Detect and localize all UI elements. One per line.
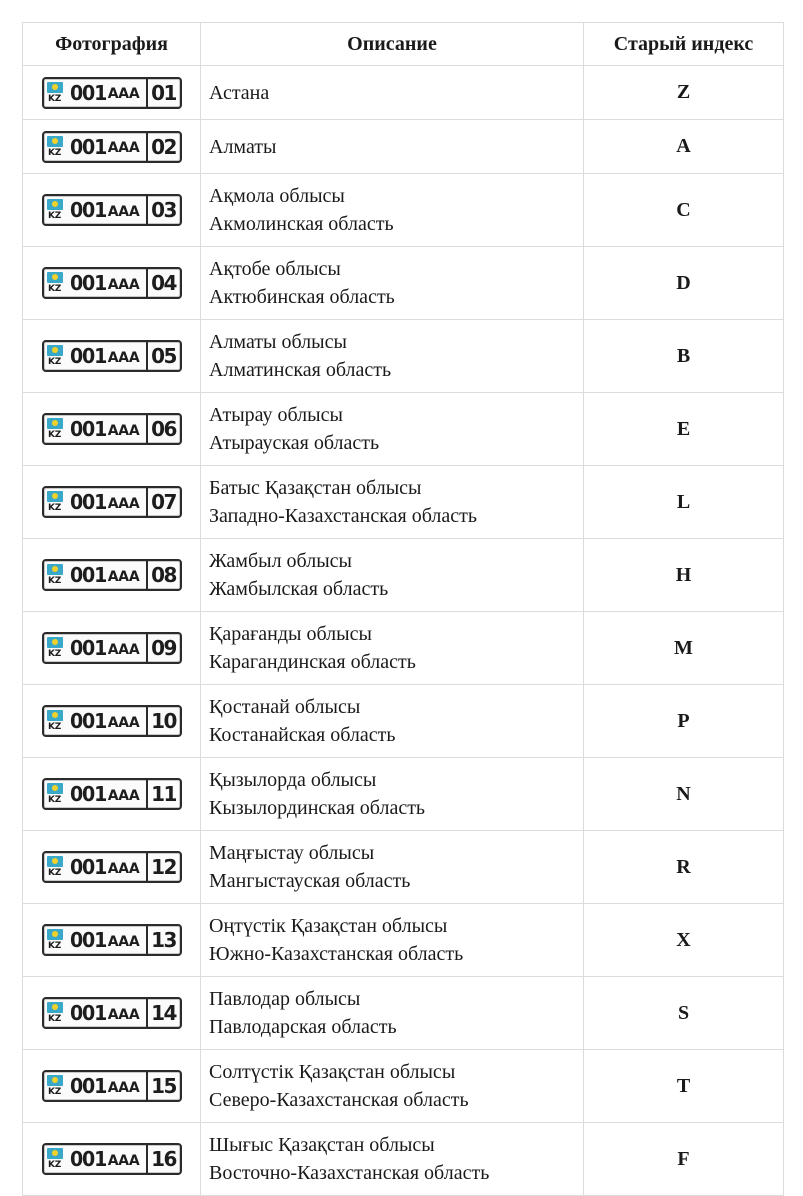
plate-region-code: 15	[146, 1072, 180, 1100]
license-plate	[42, 267, 182, 299]
plate-flag-block	[44, 1145, 65, 1173]
plate-photo-cell	[23, 66, 201, 120]
kazakhstan-flag-icon	[47, 272, 63, 283]
description-cell	[201, 466, 584, 539]
description-kazakh: Батыс Қазақстан облысы	[209, 477, 422, 499]
kazakhstan-flag-icon	[47, 637, 63, 648]
plate-number: 001	[69, 1074, 106, 1098]
plate-photo-cell	[23, 247, 201, 320]
table-row	[23, 612, 784, 685]
plate-photo-cell	[23, 685, 201, 758]
old-index-cell: N	[584, 758, 784, 831]
plate-region-code: 08	[146, 561, 180, 589]
kazakhstan-flag-icon	[47, 418, 63, 429]
description-kazakh: Павлодар облысы	[209, 988, 361, 1010]
table-row	[23, 1123, 784, 1196]
kazakhstan-flag-icon	[47, 82, 63, 93]
plate-letters: AAA	[107, 1079, 140, 1096]
description-cell	[201, 831, 584, 904]
plate-number: 001	[69, 417, 106, 441]
kazakhstan-flag-icon	[47, 1002, 63, 1013]
description-cell	[201, 1050, 584, 1123]
plate-main-block	[65, 133, 146, 161]
plate-photo-cell	[23, 758, 201, 831]
plate-flag-block	[44, 342, 65, 370]
table-row	[23, 393, 784, 466]
plate-main-block	[65, 634, 146, 662]
description-kazakh: Оңтүстік Қазақстан облысы	[209, 915, 448, 937]
plate-region-code: 01	[146, 79, 180, 107]
license-plate	[42, 997, 182, 1029]
kazakhstan-flag-icon	[47, 1075, 63, 1086]
description-kazakh: Қостанай облысы	[209, 696, 361, 718]
kazakhstan-flag-icon	[47, 491, 63, 502]
plate-number: 001	[69, 134, 106, 159]
license-plate	[42, 851, 182, 883]
table-row	[23, 1050, 784, 1123]
plate-country-code: KZ	[48, 93, 61, 104]
plate-country-code: KZ	[48, 1014, 61, 1024]
plate-flag-block	[44, 488, 65, 516]
description-kazakh: Қарағанды облысы	[209, 623, 372, 645]
description-kazakh: Жамбыл облысы	[209, 550, 352, 572]
plate-letters: AAA	[107, 714, 140, 731]
plate-country-code: KZ	[48, 1087, 61, 1097]
plate-flag-block	[44, 415, 65, 443]
description-russian: Павлодарская область	[209, 1016, 397, 1038]
plate-photo-cell	[23, 1050, 201, 1123]
plate-photo-cell	[23, 120, 201, 174]
plate-country-code: KZ	[48, 1160, 61, 1170]
kazakhstan-flag-icon	[47, 783, 63, 794]
plate-main-block	[65, 269, 146, 297]
plate-number: 001	[69, 80, 106, 105]
plate-letters: AAA	[107, 140, 140, 156]
plate-main-block	[65, 1072, 146, 1100]
plate-letters: AAA	[107, 1006, 140, 1023]
description-kazakh: Ақтобе облысы	[209, 258, 341, 280]
regions-table	[22, 22, 784, 1196]
license-plate	[42, 924, 182, 956]
description-russian: Южно-Казахстанская область	[209, 943, 464, 965]
table-row	[23, 904, 784, 977]
license-plate	[42, 559, 182, 591]
plate-flag-block	[44, 79, 65, 107]
plate-number: 001	[69, 855, 106, 879]
plate-number: 001	[69, 271, 106, 295]
plate-country-code: KZ	[48, 357, 61, 367]
plate-letters: AAA	[107, 276, 140, 293]
plate-letters: AAA	[107, 933, 140, 950]
license-plate	[42, 413, 182, 445]
plate-number: 001	[69, 490, 106, 514]
description-cell	[201, 758, 584, 831]
plate-main-block	[65, 342, 146, 370]
description-cell	[201, 393, 584, 466]
old-index-cell: X	[584, 904, 784, 977]
plate-country-code: KZ	[48, 284, 61, 294]
plate-country-code: KZ	[48, 430, 61, 440]
plate-region-code: 10	[146, 707, 180, 735]
plate-main-block	[65, 999, 146, 1027]
plate-flag-block	[44, 926, 65, 954]
description-cell	[201, 904, 584, 977]
table-row	[23, 977, 784, 1050]
description-cell	[201, 612, 584, 685]
plate-main-block	[65, 79, 146, 107]
old-index-cell: P	[584, 685, 784, 758]
plate-letters: AAA	[107, 422, 140, 439]
table-row	[23, 120, 784, 174]
table-row	[23, 758, 784, 831]
plate-letters: AAA	[107, 203, 140, 220]
table-row	[23, 247, 784, 320]
plate-photo-cell	[23, 904, 201, 977]
plate-letters: AAA	[107, 641, 140, 658]
plate-region-code: 07	[146, 488, 180, 516]
description-russian: Акмолинская область	[209, 213, 394, 235]
license-plate	[42, 131, 182, 163]
license-plate	[42, 486, 182, 518]
header-photo: Фотография	[23, 23, 201, 66]
plate-region-code: 06	[146, 415, 180, 443]
plate-region-code: 02	[146, 133, 180, 161]
plate-letters: AAA	[107, 568, 140, 585]
plate-number: 001	[69, 636, 106, 660]
description-russian: Костанайская область	[209, 724, 396, 746]
kazakhstan-flag-icon	[47, 856, 63, 867]
plate-country-code: KZ	[48, 868, 61, 878]
description-cell	[201, 174, 584, 247]
description-kazakh: Ақмола облысы	[209, 185, 345, 207]
header-description: Описание	[201, 23, 584, 66]
plate-flag-block	[44, 561, 65, 589]
description-russian: Северо-Казахстанская область	[209, 1089, 469, 1111]
old-index-cell: T	[584, 1050, 784, 1123]
plate-photo-cell	[23, 320, 201, 393]
plate-number: 001	[69, 709, 106, 733]
plate-photo-cell	[23, 612, 201, 685]
plate-main-block	[65, 853, 146, 881]
plate-number: 001	[69, 782, 106, 806]
description-russian: Карагандинская область	[209, 651, 416, 673]
plate-number: 001	[69, 1001, 106, 1025]
kazakhstan-flag-icon	[47, 929, 63, 940]
description-cell	[201, 120, 584, 174]
plate-flag-block	[44, 999, 65, 1027]
table-row	[23, 66, 784, 120]
license-plate	[42, 632, 182, 664]
plate-number: 001	[69, 563, 106, 587]
description-cell	[201, 247, 584, 320]
plate-number: 001	[69, 928, 106, 952]
old-index-cell: C	[584, 174, 784, 247]
plate-photo-cell	[23, 393, 201, 466]
plate-region-code: 14	[146, 999, 180, 1027]
description-kazakh: Астана	[209, 81, 270, 104]
plate-country-code: KZ	[48, 576, 61, 586]
header-row	[23, 23, 784, 66]
kazakhstan-flag-icon	[47, 199, 63, 210]
old-index-cell: H	[584, 539, 784, 612]
description-russian: Мангыстауская область	[209, 870, 411, 892]
plate-region-code: 09	[146, 634, 180, 662]
table-row	[23, 320, 784, 393]
description-russian: Кызылординская область	[209, 797, 426, 819]
plate-photo-cell	[23, 1123, 201, 1196]
license-plate	[42, 194, 182, 226]
license-plate	[42, 778, 182, 810]
plate-flag-block	[44, 707, 65, 735]
old-index-cell: F	[584, 1123, 784, 1196]
plate-region-code: 03	[146, 196, 180, 224]
plate-region-code: 11	[146, 780, 180, 808]
plate-country-code: KZ	[48, 503, 61, 513]
license-plate	[42, 340, 182, 372]
license-plate	[42, 77, 182, 109]
description-cell	[201, 539, 584, 612]
plate-letters: AAA	[107, 495, 140, 512]
description-cell	[201, 66, 584, 120]
old-index-cell: A	[584, 120, 784, 174]
plate-main-block	[65, 488, 146, 516]
description-kazakh: Шығыс Қазақстан облысы	[209, 1134, 435, 1156]
plate-main-block	[65, 707, 146, 735]
plate-photo-cell	[23, 977, 201, 1050]
plate-letters: AAA	[107, 86, 140, 102]
kazakhstan-flag-icon	[47, 1148, 63, 1159]
plate-flag-block	[44, 853, 65, 881]
description-kazakh: Алматы	[209, 135, 277, 158]
plate-main-block	[65, 415, 146, 443]
plate-main-block	[65, 780, 146, 808]
plate-photo-cell	[23, 539, 201, 612]
description-cell	[201, 1123, 584, 1196]
plate-photo-cell	[23, 466, 201, 539]
plate-country-code: KZ	[48, 211, 61, 221]
description-russian: Алматинская область	[209, 359, 392, 381]
old-index-cell: L	[584, 466, 784, 539]
plate-flag-block	[44, 780, 65, 808]
plate-flag-block	[44, 133, 65, 161]
description-kazakh: Қызылорда облысы	[209, 769, 377, 791]
kazakhstan-flag-icon	[47, 136, 63, 147]
description-russian: Актюбинская область	[209, 286, 395, 308]
kazakhstan-flag-icon	[47, 710, 63, 721]
plate-letters: AAA	[107, 349, 140, 366]
plate-main-block	[65, 196, 146, 224]
plate-main-block	[65, 561, 146, 589]
header-old-index: Старый индекс	[584, 23, 784, 66]
plate-letters: AAA	[107, 787, 140, 804]
plate-flag-block	[44, 269, 65, 297]
description-cell	[201, 320, 584, 393]
plate-photo-cell	[23, 831, 201, 904]
old-index-cell: B	[584, 320, 784, 393]
table-row	[23, 539, 784, 612]
description-russian: Восточно-Казахстанская область	[209, 1162, 490, 1184]
kazakhstan-flag-icon	[47, 345, 63, 356]
old-index-cell: R	[584, 831, 784, 904]
plate-region-code: 16	[146, 1145, 180, 1173]
plate-country-code: KZ	[48, 795, 61, 805]
old-index-cell: E	[584, 393, 784, 466]
plate-region-code: 13	[146, 926, 180, 954]
table-row	[23, 466, 784, 539]
plate-letters: AAA	[107, 860, 140, 877]
plate-country-code: KZ	[48, 147, 61, 158]
description-russian: Западно-Казахстанская область	[209, 505, 477, 527]
plate-flag-block	[44, 634, 65, 662]
plate-region-code: 04	[146, 269, 180, 297]
kazakhstan-flag-icon	[47, 564, 63, 575]
plate-main-block	[65, 926, 146, 954]
description-russian: Жамбылская область	[209, 578, 389, 600]
plate-photo-cell	[23, 174, 201, 247]
old-index-cell: D	[584, 247, 784, 320]
old-index-cell: M	[584, 612, 784, 685]
description-kazakh: Солтүстік Қазақстан облысы	[209, 1061, 456, 1083]
plate-number: 001	[69, 198, 106, 222]
license-plate	[42, 1070, 182, 1102]
description-cell	[201, 977, 584, 1050]
plate-number: 001	[69, 344, 106, 368]
table-row	[23, 685, 784, 758]
table-row	[23, 831, 784, 904]
plate-flag-block	[44, 1072, 65, 1100]
plate-flag-block	[44, 196, 65, 224]
plate-country-code: KZ	[48, 722, 61, 732]
plate-number: 001	[69, 1147, 106, 1171]
plate-main-block	[65, 1145, 146, 1173]
description-russian: Атырауская область	[209, 432, 380, 454]
plate-country-code: KZ	[48, 649, 61, 659]
plate-region-code: 05	[146, 342, 180, 370]
license-plate	[42, 705, 182, 737]
license-plate	[42, 1143, 182, 1175]
description-kazakh: Маңғыстау облысы	[209, 842, 375, 864]
plate-country-code: KZ	[48, 941, 61, 951]
description-cell	[201, 685, 584, 758]
description-kazakh: Атырау облысы	[209, 404, 343, 426]
plate-letters: AAA	[107, 1152, 140, 1169]
table-row	[23, 174, 784, 247]
plate-region-code: 12	[146, 853, 180, 881]
old-index-cell: Z	[584, 66, 784, 120]
old-index-cell: S	[584, 977, 784, 1050]
description-kazakh: Алматы облысы	[209, 331, 347, 353]
